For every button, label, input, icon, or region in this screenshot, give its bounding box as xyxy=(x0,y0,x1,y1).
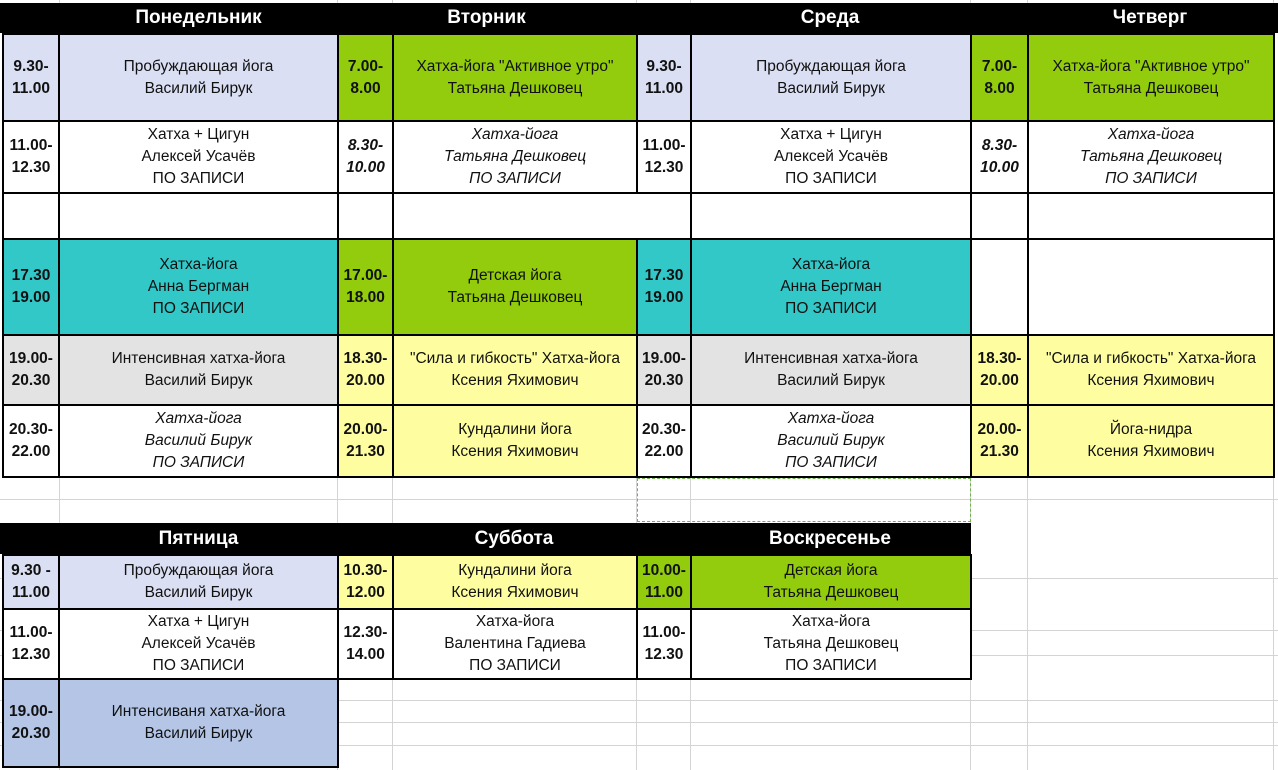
tue-empty-class xyxy=(392,192,692,240)
fri-time-2: 11.00- 12.30 xyxy=(2,608,60,680)
mon-time-1: 9.30- 11.00 xyxy=(2,33,60,122)
sat-time-1: 10.30- 12.00 xyxy=(337,554,394,610)
mon-time-4: 19.00- 20.30 xyxy=(2,334,60,406)
fri-time-1: 9.30 - 11.00 xyxy=(2,554,60,610)
wed-time-5: 20.30- 22.00 xyxy=(636,404,692,478)
wed-time-3: 17.30 19.00 xyxy=(636,238,692,336)
day-header-monday: Понедельник xyxy=(135,7,262,28)
thu-time-2: 8.30- 10.00 xyxy=(970,120,1029,194)
sat-class-1[interactable]: Кундалини йога Ксения Яхимович xyxy=(392,554,638,610)
wed-time-4: 19.00- 20.30 xyxy=(636,334,692,406)
fri-class-3[interactable]: Интенсиваня хатха-йога Василий Бирук xyxy=(58,678,339,768)
wed-class-4[interactable]: Интенсивная хатха-йога Василий Бирук xyxy=(690,334,972,406)
tue-empty-time xyxy=(337,192,394,240)
mon-class-1[interactable]: Пробуждающая йога Василий Бирук xyxy=(58,33,339,122)
thu-time-1: 7.00- 8.00 xyxy=(970,33,1029,122)
fri-time-3: 19.00- 20.30 xyxy=(2,678,60,768)
mon-time-3: 17.30 19.00 xyxy=(2,238,60,336)
day-header-wednesday: Среда xyxy=(800,7,860,28)
cell-selection-marquee xyxy=(637,478,971,522)
tue-class-1[interactable]: Хатха-йога "Активное утро" Татьяна Дешковец xyxy=(392,33,638,122)
thu-time-3: 18.30- 20.00 xyxy=(970,334,1029,406)
sun-class-1[interactable]: Детская йога Татьяна Дешковец xyxy=(690,554,972,610)
sun-time-1: 10.00- 11.00 xyxy=(636,554,692,610)
sat-time-2: 12.30- 14.00 xyxy=(337,608,394,680)
mon-class-3[interactable]: Хатха-йога Анна Бергман ПО ЗАПИСИ xyxy=(58,238,339,336)
mon-class-2[interactable]: Хатха + Цигун Алексей Усачёв ПО ЗАПИСИ xyxy=(58,120,339,194)
sat-class-2[interactable]: Хатха-йога Валентина Гадиева ПО ЗАПИСИ xyxy=(392,608,638,680)
thu-class-1[interactable]: Хатха-йога "Активное утро" Татьяна Дешковец xyxy=(1027,33,1275,122)
tue-time-3: 17.00- 18.00 xyxy=(337,238,394,336)
wed-time-1: 9.30- 11.00 xyxy=(636,33,692,122)
wed-class-5[interactable]: Хатха-йога Василий Бирук ПО ЗАПИСИ xyxy=(690,404,972,478)
mon-class-5[interactable]: Хатха-йога Василий Бирук ПО ЗАПИСИ xyxy=(58,404,339,478)
wed-class-3[interactable]: Хатха-йога Анна Бергман ПО ЗАПИСИ xyxy=(690,238,972,336)
thu-class-4[interactable]: Йога-нидра Ксения Яхимович xyxy=(1027,404,1275,478)
thu-time-4: 20.00- 21.30 xyxy=(970,404,1029,478)
day-header-tuesday: Вторник xyxy=(447,7,526,28)
wed-time-2: 11.00- 12.30 xyxy=(636,120,692,194)
wed-class-2[interactable]: Хатха + Цигун Алексей Усачёв ПО ЗАПИСИ xyxy=(690,120,972,194)
fri-class-2[interactable]: Хатха + Цигун Алексей Усачёв ПО ЗАПИСИ xyxy=(58,608,339,680)
day-header-saturday: Суббота xyxy=(474,527,554,549)
tue-time-2: 8.30- 10.00 xyxy=(337,120,394,194)
sun-class-2[interactable]: Хатха-йога Татьяна Дешковец ПО ЗАПИСИ xyxy=(690,608,972,680)
tue-time-1: 7.00- 8.00 xyxy=(337,33,394,122)
fri-class-1[interactable]: Пробуждающая йога Василий Бирук xyxy=(58,554,339,610)
tue-class-5[interactable]: Кундалини йога Ксения Яхимович xyxy=(392,404,638,478)
tue-time-4: 18.30- 20.00 xyxy=(337,334,394,406)
mon-empty-time xyxy=(2,192,60,240)
tue-time-5: 20.00- 21.30 xyxy=(337,404,394,478)
sun-time-2: 11.00- 12.30 xyxy=(636,608,692,680)
mon-empty-class xyxy=(58,192,339,240)
mon-class-4[interactable]: Интенсивная хатха-йога Василий Бирук xyxy=(58,334,339,406)
wed-class-1[interactable]: Пробуждающая йога Василий Бирук xyxy=(690,33,972,122)
wed-empty-class xyxy=(690,192,972,240)
tue-class-4[interactable]: "Сила и гибкость" Хатха-йога Ксения Яхимович xyxy=(392,334,638,406)
day-header-sunday: Воскресенье xyxy=(769,527,891,549)
day-header-friday: Пятница xyxy=(158,527,239,549)
tue-class-3[interactable]: Детская йога Татьяна Дешковец xyxy=(392,238,638,336)
thu-empty-class-b xyxy=(1027,238,1275,336)
mon-time-5: 20.30- 22.00 xyxy=(2,404,60,478)
thu-empty-class-a xyxy=(1027,192,1275,240)
thu-empty-time xyxy=(970,192,1029,240)
tue-class-2[interactable]: Хатха-йога Татьяна Дешковец ПО ЗАПИСИ xyxy=(392,120,638,194)
thu-class-2[interactable]: Хатха-йога Татьяна Дешковец ПО ЗАПИСИ xyxy=(1027,120,1275,194)
mon-time-2: 11.00- 12.30 xyxy=(2,120,60,194)
day-header-thursday: Четверг xyxy=(1112,7,1188,28)
thu-class-3[interactable]: "Сила и гибкость" Хатха-йога Ксения Яхимович xyxy=(1027,334,1275,406)
